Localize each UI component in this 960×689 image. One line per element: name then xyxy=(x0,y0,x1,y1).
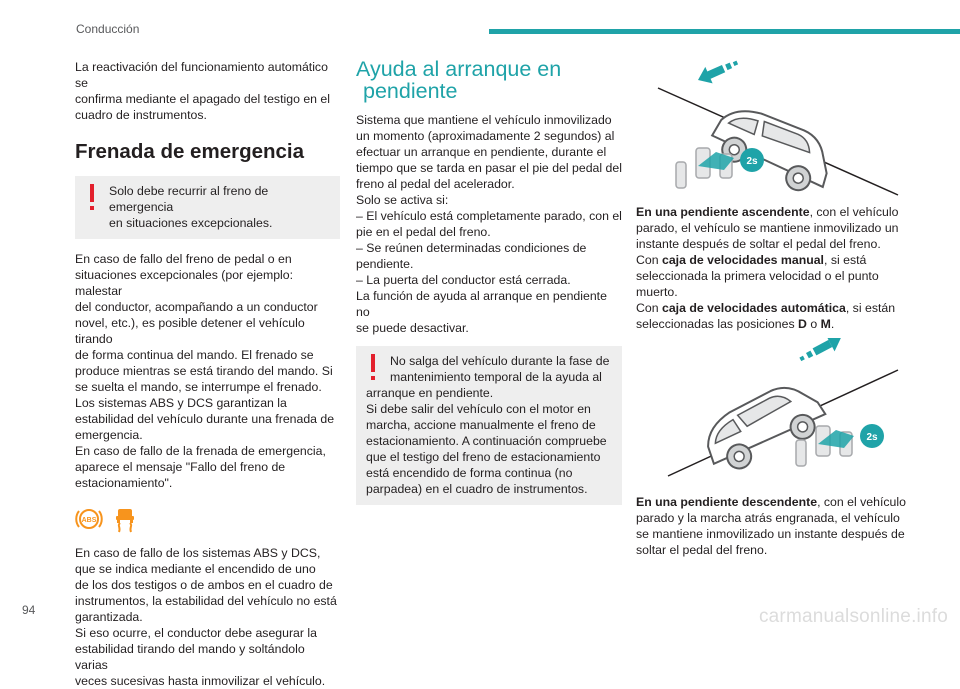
text-line: seleccionada la primera velocidad o el punto xyxy=(636,269,879,283)
heading-emergency-braking: Frenada de emergencia xyxy=(75,140,305,163)
bold-term: En una pendiente descendente xyxy=(636,495,818,509)
text-line: produce mientras se está tirando del mando. Si xyxy=(75,364,333,378)
text-line: mantenimiento temporal de la ayuda al xyxy=(390,370,602,384)
text-line: está encendido de forma continua (no xyxy=(366,466,573,480)
column-middle xyxy=(356,58,622,517)
abs-icon-label: ABS xyxy=(81,517,97,524)
emergency-paragraph xyxy=(75,251,340,491)
text-line: aparece el mensaje "Fallo del freno de xyxy=(75,460,286,474)
bold-term: En una pendiente ascendente xyxy=(636,205,810,219)
heading-hill-start-assist xyxy=(356,58,622,102)
header-accent-bar xyxy=(489,29,960,34)
intro-paragraph xyxy=(75,59,340,123)
text-line: en situaciones excepcionales. xyxy=(109,216,273,230)
text-line: La reactivación del funcionamiento automático se xyxy=(75,60,328,90)
vehicle-downhill-illustration xyxy=(636,338,906,488)
text-line: En caso de fallo del freno de pedal o en xyxy=(75,252,292,266)
text-line: – Se reúnen determinadas condiciones de xyxy=(356,241,587,255)
warning-exclamation-icon xyxy=(86,183,98,213)
text-line: parado, el vehículo se mantiene inmovilizado un xyxy=(636,221,899,235)
hill-start-paragraph xyxy=(356,112,622,336)
bold-term: caja de velocidades manual xyxy=(661,253,824,267)
text-line: freno al pedal del acelerador. xyxy=(356,177,515,191)
text-line: Sistema que mantiene el vehículo inmovilizado xyxy=(356,113,612,127)
text-line: del conductor, acompañando a un conductor xyxy=(75,300,318,314)
text-fragment: Con xyxy=(636,253,662,267)
tell-tale-icons xyxy=(75,505,340,533)
text-line: estabilidad tirando del mando y soltándolo varias xyxy=(75,642,305,672)
text-line: cuadro de instrumentos. xyxy=(75,108,207,122)
text-line: se mantiene inmovilizado un instante después de xyxy=(636,527,905,541)
abs-tell-tale-icon xyxy=(75,505,103,533)
text-line: situaciones excepcionales (por ejemplo: malestar xyxy=(75,268,294,298)
text-line: estacionamiento". xyxy=(75,476,173,490)
text-line: estabilidad del vehículo durante una frenada de xyxy=(75,412,335,426)
text-line: garantizada. xyxy=(75,610,143,624)
downhill-paragraph xyxy=(636,494,906,558)
text-fragment: , con el vehículo xyxy=(809,205,899,219)
text-line: se suelta el mando, se interrumpe el frenado. xyxy=(75,380,322,394)
text-line: un momento (aproximadamente 2 segundos) al xyxy=(356,129,615,143)
text-line: confirma mediante el apagado del testigo en el xyxy=(75,92,330,106)
text-line: emergencia. xyxy=(75,428,143,442)
column-left xyxy=(75,59,340,689)
warning-box xyxy=(75,176,340,239)
text-fragment: o xyxy=(806,317,821,331)
text-line: Solo se activa si: xyxy=(356,193,449,207)
warning-box xyxy=(356,346,622,505)
text-line: efectuar un arranque en pendiente, durante el xyxy=(356,145,607,159)
text-line: soltar el pedal del freno. xyxy=(636,543,768,557)
text-line: parado y la marcha atrás engranada, el vehículo xyxy=(636,511,900,525)
text-line: veces sucesivas hasta inmovilizar el vehículo. xyxy=(75,674,326,688)
heading-line: Ayuda al arranque en xyxy=(356,57,562,81)
text-line: tiempo que se tarda en pasar el pie del pedal del xyxy=(356,161,622,175)
gear-position-m: M xyxy=(820,317,831,331)
page-number: 94 xyxy=(22,603,36,617)
text-fragment: Con xyxy=(636,301,662,315)
text-fragment: . xyxy=(830,317,835,331)
text-line: arranque en pendiente. xyxy=(366,386,494,400)
text-line: de forma continua del mando. El frenado se xyxy=(75,348,314,362)
abs-dcs-paragraph xyxy=(75,545,340,689)
text-line: se puede desactivar. xyxy=(356,321,469,335)
text-line: marcha, accione manualmente el freno de xyxy=(366,418,596,432)
text-line: No salga del vehículo durante la fase de xyxy=(390,354,610,368)
timer-badge-label: 2s xyxy=(746,156,758,167)
text-line: muerto. xyxy=(636,285,678,299)
text-fragment: , con el vehículo xyxy=(817,495,906,509)
text-line: pendiente. xyxy=(356,257,414,271)
text-line: En caso de fallo de la frenada de emergencia, xyxy=(75,444,326,458)
text-line: – El vehículo está completamente parado, con el xyxy=(356,209,622,223)
text-line: Los sistemas ABS y DCS garantizan la xyxy=(75,396,287,410)
gear-position-d: D xyxy=(798,317,807,331)
text-line: que el testigo del freno de estacionamiento xyxy=(366,450,601,464)
timer-badge-label: 2s xyxy=(866,432,878,443)
header-section-title: Conducción xyxy=(76,22,140,36)
text-fragment: seleccionadas las posiciones xyxy=(636,317,799,331)
text-line: pie en el pedal del freno. xyxy=(356,225,491,239)
vehicle-uphill-illustration xyxy=(636,50,906,200)
text-fragment: , si está xyxy=(823,253,867,267)
text-line: La función de ayuda al arranque en pendiente no xyxy=(356,289,607,319)
text-line: que se indica mediante el encendido de uno xyxy=(75,562,316,576)
text-line: Si eso ocurre, el conductor debe asegurar la xyxy=(75,626,317,640)
text-line: parpadea) en el cuadro de instrumentos. xyxy=(366,482,588,496)
column-right xyxy=(636,50,906,558)
text-line: de los dos testigos o de ambos en el cuadro de xyxy=(75,578,333,592)
watermark: carmanualsonline.info xyxy=(758,606,948,627)
text-line: En caso de fallo de los sistemas ABS y DCS, xyxy=(75,546,321,560)
text-line: instante después de soltar el pedal del freno. xyxy=(636,237,881,251)
text-line: instrumentos, la estabilidad del vehículo no está xyxy=(75,594,337,608)
text-line: novel, etc.), es posible detener el vehículo tirando xyxy=(75,316,305,346)
text-line: Si debe salir del vehículo con el motor en xyxy=(366,402,591,416)
dcs-tell-tale-icon xyxy=(111,505,139,533)
heading-line: pendiente xyxy=(363,79,458,103)
uphill-paragraph xyxy=(636,204,906,332)
warning-exclamation-icon xyxy=(367,353,379,383)
text-line: – La puerta del conductor está cerrada. xyxy=(356,273,571,287)
text-line: estacionamiento. A continuación compruebe xyxy=(366,434,607,448)
text-line: Solo debe recurrir al freno de emergencia xyxy=(109,184,269,214)
text-fragment: , si están xyxy=(845,301,896,315)
bold-term: caja de velocidades automática xyxy=(661,301,846,315)
